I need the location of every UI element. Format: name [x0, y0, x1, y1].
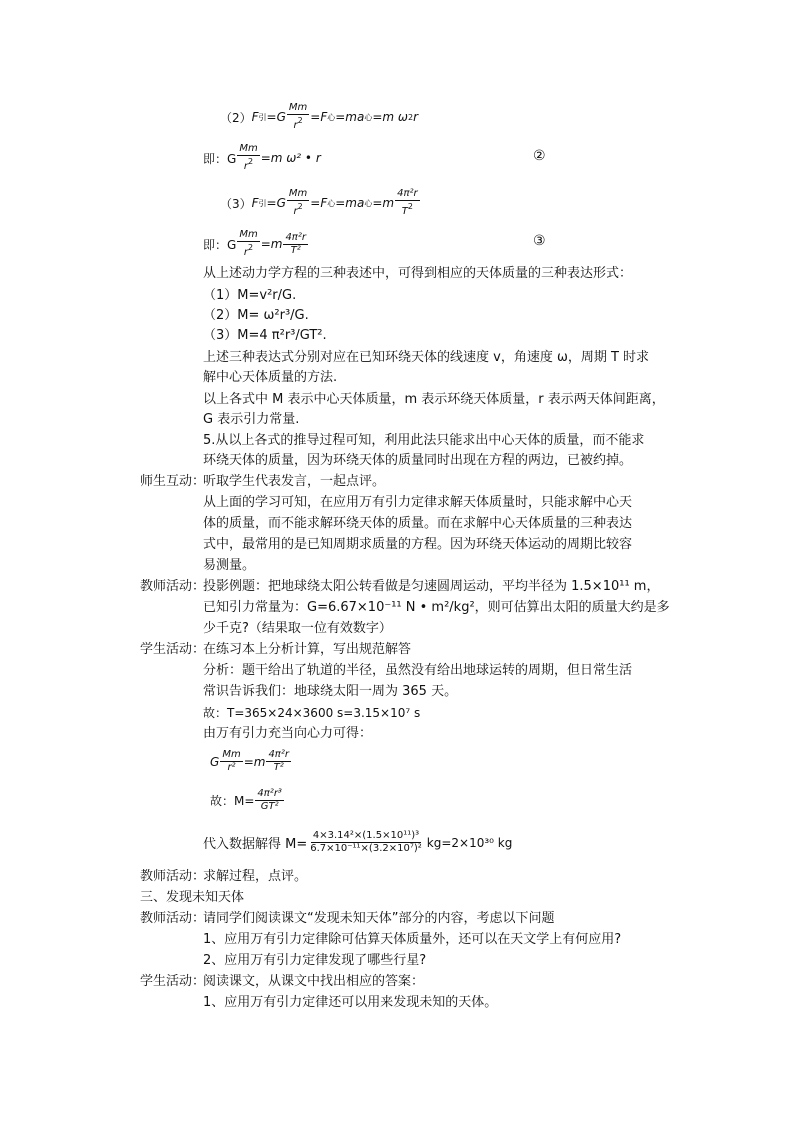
eq-sup: 2 — [407, 112, 414, 122]
frac-den: r — [243, 247, 249, 258]
frac-den: T — [401, 206, 408, 217]
equation-3b — [203, 229, 309, 259]
eq-part: =G — [266, 196, 286, 210]
paragraph-line: 环绕天体的质量，因为环绕天体的质量同时出现在方程的两边，已被约掉。 — [203, 453, 633, 468]
paragraph-line: 5.从以上各式的推导过程可知，利用此法只能求出中心天体的质量，而不能求 — [203, 433, 645, 448]
frac-num: Mm — [222, 749, 241, 760]
fraction — [287, 102, 309, 132]
role-label: 师生互动： — [140, 474, 206, 489]
equation-3 — [220, 188, 421, 218]
frac-den-sup: 2 — [297, 202, 303, 211]
equation-number-3: ③ — [533, 233, 546, 249]
paragraph-line: 请同学们阅读课文“发现未知天体”部分的内容，考虑以下问题 — [203, 911, 555, 926]
frac-num: Mm — [288, 188, 308, 199]
role-label: 教师活动： — [140, 579, 206, 594]
eq-sub: 心 — [327, 198, 336, 208]
fraction — [255, 788, 284, 813]
formula-3: （3）M=4 π²r³/GT². — [203, 328, 327, 343]
frac-den-sup: 2 — [297, 116, 303, 125]
fraction — [220, 749, 242, 774]
paragraph-line: 体的质量，而不能求解环绕天体的质量。而在求解中心天体质量的三种表达 — [203, 516, 633, 531]
frac-num: Mm — [288, 102, 308, 113]
paragraph-line: 由万有引力充当向心力可得： — [203, 726, 373, 741]
paragraph-line: G 表示引力常量. — [203, 412, 300, 427]
fraction — [283, 232, 308, 257]
question-2: 2、应用万有引力定律发现了哪些行星? — [203, 953, 427, 968]
equation-2 — [220, 102, 418, 132]
frac-num: 4π²r — [397, 188, 418, 199]
eq-part: =m — [243, 754, 266, 769]
eq-part: =ma — [335, 196, 365, 210]
frac-num: Mm — [239, 229, 258, 240]
equation-g — [210, 749, 292, 774]
frac-den: T² — [273, 762, 284, 773]
eq-label: （3） — [220, 196, 252, 211]
eq-part: =m ω² • r — [260, 151, 321, 165]
answer-1: 1、应用万有引力定律还可以用来发现未知的天体。 — [203, 995, 498, 1010]
paragraph-line: 故：T=365×24×3600 s=3.15×10⁷ s — [203, 706, 421, 720]
frac-den: r — [293, 206, 298, 217]
frac-num: Mm — [239, 143, 258, 154]
eq-result: kg=2×10³⁰ kg — [426, 835, 513, 850]
frac-den-sup: 2 — [407, 202, 413, 211]
eq-sub: 引 — [258, 112, 267, 122]
eq-part: r — [413, 110, 418, 124]
role-label: 学生活动： — [140, 642, 206, 657]
eq-label: 即：G — [203, 237, 237, 252]
paragraph-line: 常识告诉我们：地球绕太阳一周为 365 天。 — [203, 684, 458, 699]
role-label: 教师活动： — [140, 869, 206, 884]
eq-sub: 引 — [258, 198, 267, 208]
frac-den: r — [293, 120, 298, 131]
paragraph-line: 式中，最常用的是已知周期求质量的方程。因为环绕天体运动的周期比较容 — [203, 537, 633, 552]
eq-symbol: F — [251, 196, 259, 210]
frac-den-sup: 2 — [248, 157, 254, 166]
eq-symbol: F — [251, 110, 259, 124]
fraction — [266, 749, 291, 774]
eq-part: =ma — [335, 110, 365, 124]
frac-num: 4×3.14²×(1.5×10¹¹)³ — [312, 830, 420, 841]
paragraph-line: 求解过程，点评。 — [203, 869, 308, 884]
eq-part: =m ω — [372, 110, 408, 124]
paragraph-line: 解中心天体质量的方法. — [203, 370, 338, 385]
formula-1: （1）M=v²r/G. — [203, 288, 297, 303]
eq-part: =G — [266, 110, 286, 124]
frac-num: 4π²r — [268, 749, 289, 760]
paragraph-line: 以上各式中 M 表示中心天体质量，m 表示环绕天体质量，r 表示两天体间距离， — [203, 392, 665, 407]
eq-symbol: G — [210, 754, 220, 769]
equation-2b — [203, 143, 321, 173]
paragraph-line: 在练习本上分析计算，写出规范解答 — [203, 642, 412, 657]
eq-sub: 心 — [327, 112, 336, 122]
eq-sub: 心 — [364, 112, 373, 122]
eq-label: 代入数据解得 M= — [203, 837, 308, 852]
eq-label: （2） — [220, 110, 252, 125]
frac-den: r — [243, 161, 249, 172]
section-heading: 三、发现未知天体 — [140, 890, 245, 905]
paragraph-line: 从上面的学习可知，在应用万有引力定律求解天体质量时，只能求解中心天 — [203, 495, 633, 510]
role-label: 学生活动： — [140, 974, 206, 989]
fraction — [237, 143, 259, 173]
paragraph-line: 听取学生代表发言，一起点评。 — [203, 474, 386, 489]
eq-part: =F — [310, 196, 328, 210]
equation-m — [210, 788, 285, 813]
frac-num: 4π²r³ — [257, 788, 282, 799]
equation-substitution — [203, 830, 512, 855]
equation-number-2: ② — [533, 148, 546, 164]
fraction — [237, 229, 259, 259]
paragraph-line: 已知引力常量为：G=6.67×10⁻¹¹ N • m²/kg²，则可估算出太阳的质量大约是多 — [203, 600, 670, 615]
formula-2: （2）M= ω²r³/G. — [203, 308, 309, 323]
fraction — [308, 830, 424, 855]
fraction — [395, 188, 420, 218]
frac-den-sup: 2 — [248, 243, 254, 252]
paragraph-line: 投影例题：把地球绕太阳公转看做是匀速圆周运动，平均半径为 1.5×10¹¹ m， — [203, 579, 660, 594]
paragraph-line: 从上述动力学方程的三种表述中，可得到相应的天体质量的三种表达形式： — [203, 266, 633, 281]
eq-part: =m — [372, 196, 395, 210]
paragraph-line: 上述三种表达式分别对应在已知环绕天体的线速度 v，角速度 ω，周期 T 时求 — [203, 350, 650, 365]
eq-label: 故：M= — [210, 794, 255, 808]
paragraph-line: 分析：题干给出了轨道的半径，虽然没有给出地球运转的周期，但日常生活 — [203, 663, 633, 678]
frac-den: GT² — [260, 801, 279, 812]
paragraph-line: 阅读课文，从课文中找出相应的答案： — [203, 974, 425, 989]
paragraph-line: 少千克?（结果取一位有效数字） — [203, 621, 392, 636]
fraction — [287, 188, 309, 218]
eq-sub: 心 — [364, 198, 373, 208]
frac-den: T² — [290, 244, 301, 256]
eq-part: =F — [310, 110, 328, 124]
frac-den: 6.7×10⁻¹¹×(3.2×10⁷)² — [310, 843, 422, 854]
role-label: 教师活动： — [140, 911, 206, 926]
eq-part: =m — [260, 237, 283, 251]
question-1: 1、应用万有引力定律除可估算天体质量外，还可以在天文学上有何应用? — [203, 932, 622, 947]
paragraph-line: 易测量。 — [203, 558, 256, 573]
frac-num: 4π²r — [285, 231, 306, 243]
eq-label: 即：G — [203, 151, 237, 166]
frac-den: r² — [227, 762, 236, 773]
